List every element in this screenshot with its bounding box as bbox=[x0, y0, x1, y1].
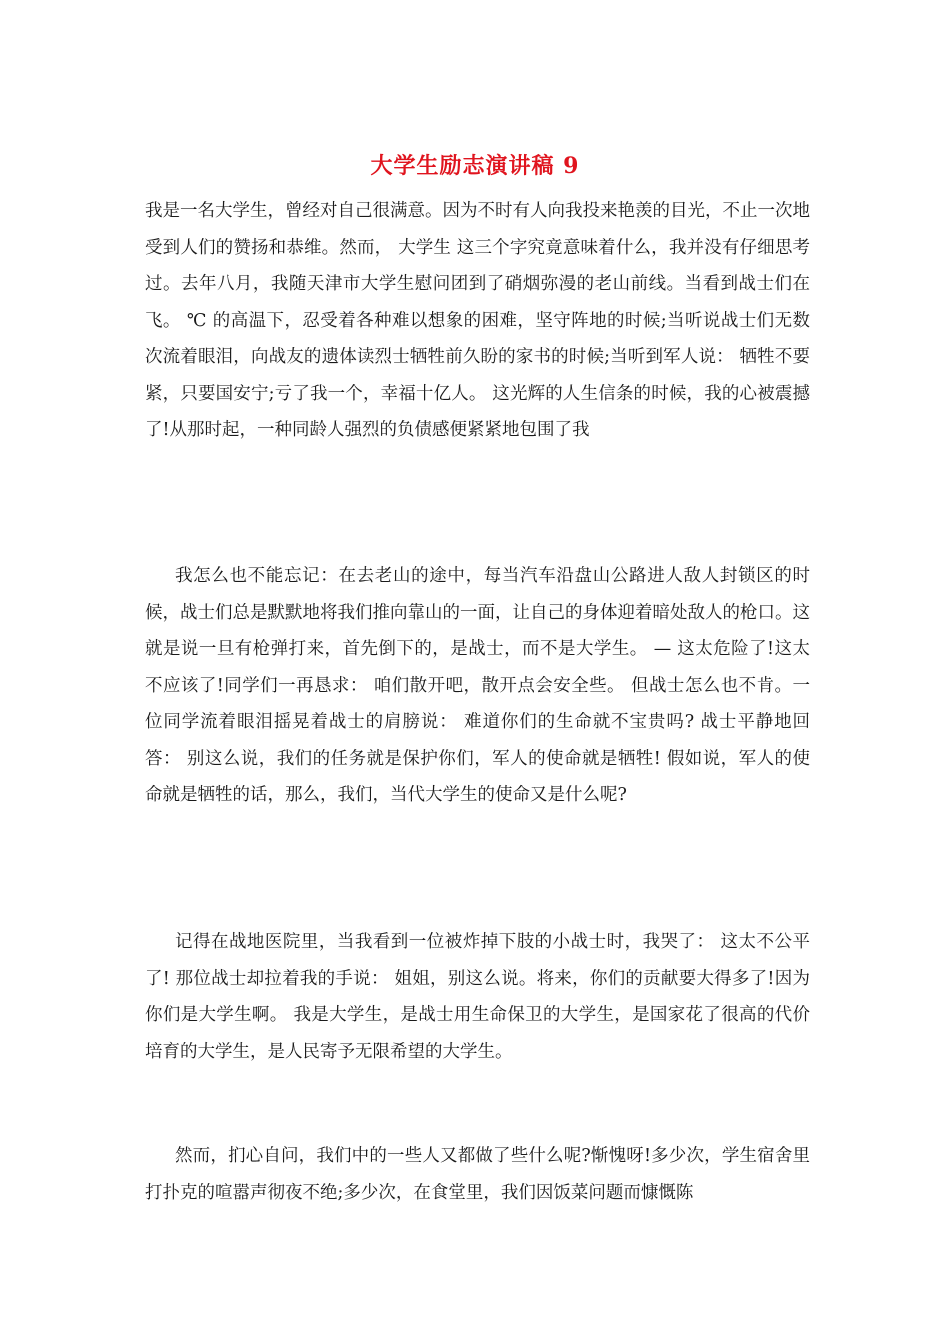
paragraph-1: 我是一名大学生，曾经对自己很满意。因为不时有人向我投来艳羡的目光，不止一次地受到人们的赞扬和恭维。然而， 大学生 这三个字究竟意味着什么，我并没有仔细思考过。去年八月，我随天津市大学生慰问团到了硝烟弥漫的老山前线。当看到战士们在飞。 ℃ 的高温下，忍受着各种难以想象的困难，坚守阵地的时候;当听说战士们无数次流着眼泪，向战友的遗体读烈士牺牲前久盼的家书的时候;当听到军人说： 牺牲不要紧，只要国安宁;亏了我一个，幸福十亿人。 这光辉的人生信条的时候，我的心被震撼了!从那时起，一种同龄人强烈的负债感便紧紧地包围了我 bbox=[145, 201, 810, 440]
paragraph-2: 我怎么也不能忘记：在去老山的途中，每当汽车沿盘山公路进人敌人封锁区的时候，战士们总是默默地将我们推向靠山的一面，让自己的身体迎着暗处敌人的枪口。这就是说一旦有枪弹打来，首先倒下的，是战士，而不是大学生。 — 这太危险了!这太不应该了!同学们一再恳求： 咱们散开吧，散开点会安全些。 但战士怎么也不肯。一位同学流着眼泪摇晃着战士的肩膀说： 难道你们的生命就不宝贵吗? 战士平静地回答： 别这么说，我们的任务就是保护你们，军人的使命就是牺牲! 假如说，军人的使命就是牺牲的话，那么，我们，当代大学生的使命又是什么呢? bbox=[145, 566, 810, 805]
paragraph-4: 然而，扪心自问，我们中的一些人又都做了些什么呢?惭愧呀!多少次，学生宿舍里打扑克的喧嚣声彻夜不绝;多少次，在食堂里，我们因饭菜问题而慷慨陈 bbox=[145, 1146, 810, 1203]
paragraph-3: 记得在战地医院里，当我看到一位被炸掉下肢的小战士时，我哭了： 这太不公平了! 那位战士却拉着我的手说： 姐姐，别这么说。将来，你们的贡献要大得多了!因为你们是大学生啊。 我是大学生，是战士用生命保卫的大学生，是国家花了很高的代价培育的大学生，是人民寄予无限希望的大学生。 bbox=[145, 932, 810, 1062]
document-title: 大学生励志演讲稿 9 bbox=[370, 153, 580, 179]
